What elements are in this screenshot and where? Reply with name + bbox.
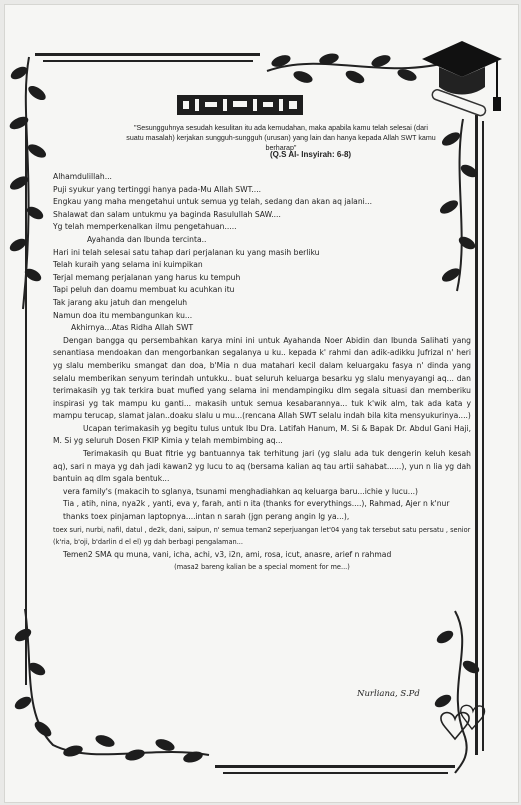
thanks-paragraph: Terimakasih qu Buat fitrie yg bantuannya tak terhitung jari (yg slalu ada tuk dengerin keluh kesah aq), sari n maya yg dah jadi kawan2 yg lucu to aq (bersama kalian aq tau artii sahabat......), yun n lia yg dah bantuin aq dlm sgala bentuk... (53, 449, 471, 484)
text-line: Temen2 SMA qu muna, vani, icha, achi, v3, i2n, ami, rosa, icut, anasre, arief n rahmad (63, 549, 392, 559)
text-line: Tapi peluh dan doamu membuat ku acuhkan itu (53, 285, 235, 295)
quote-reference: (Q.S Al- Insyirah: 6-8) (270, 150, 352, 159)
text-line: Alhamdulillah... (53, 172, 112, 181)
bottom-left-vine-ornament (13, 605, 213, 775)
document-page (4, 4, 519, 803)
text-line: Tia , atih, nina, nya2k , yanti, eva y, farah, anti n ita (thanks for everythings....), Rahmad, Ajer n k'nur thanks toex pinjaman laptopnya....intan n sarah (jgn perang angin lg ya...), (63, 499, 450, 522)
top-left-vine-ornament (9, 53, 49, 313)
dedication-body (53, 171, 471, 574)
quote-text: "Sesungguhnya sesudah kesulitan itu ada kemudahan, maka apabila kamu telah selesai (dari suatu masalah) kerjakan sungguh-sungguh (urusan) yang lain dan hanya kepada Allah SWT kamu berharap" (126, 124, 436, 152)
text-line: Hari ini telah selesai satu tahap dari perjalanan ku yang masih berliku (53, 247, 320, 257)
text-line: Ayahanda dan Ibunda tercinta.. (87, 234, 207, 244)
text-line: (masa2 bareng kalian be a special moment for me...) (174, 563, 350, 572)
text-line: Puji syukur yang tertinggi hanya pada-Mu Allah SWT.... (53, 184, 262, 194)
text-line: Shalawat dan salam untukmu ya baginda Rasulullah SAW.... (53, 209, 281, 219)
dedication-paragraph: Dengan bangga qu persembahkan karya mini ini untuk Ayahanda Noer Abidin dan Ibunda Salihati yang senantiasa mendoakan dan mengorbankan segalanya u ku.. kepada k' rahmi dan adik-adikku Jufrizal n' heri yg slalu memberiku smangat dan doa, b'Mia n dua matahari kecil dalam keluargaku fasya n' dinda yang selalu memberikan senyum terindah untukku.. buat seluruh keluarga besarku yg slalu menyayangi aq... dan terimakasih yg tak terkira buat mufied yang selama ini mendampingiku dlm segala situasi dan memberiku inspirasi yg tak mampu ku ganti... makasih untuk semua kesabarannya... tuk k'wik alm, tak ada kata y mampu terucap, slamat jalan..doaku slalu u mu...(rencana Allah SWT selalu indah bila kita mensyukurinya....) (53, 335, 471, 421)
text-line: Yg telah memperkenalkan ilmu pengetahuan..... (53, 222, 237, 232)
text-line: vera family's (makacih to sglanya, tsunami menghadiahkan aq keluarga baru...ichie y lucu...) (63, 486, 419, 496)
acknowledgement-paragraph: Ucapan terimakasih yg begitu tulus untuk Ibu Dra. Latifah Hanum, M. Si & Bapak Dr. Abdul Gani Haji, M. Si yg seluruh Dosen FKIP Kimia y telah membimbing aq... (53, 423, 471, 446)
hearts-vine-ornament (415, 607, 505, 775)
text-line: Terjal memang perjalanan yang harus ku tempuh (53, 272, 241, 282)
text-line: Tak jarang aku jatuh dan mengeluh (53, 297, 188, 307)
graduation-cap-icon (417, 19, 507, 129)
text-line: Akhirnya...Atas Ridha Allah SWT (71, 323, 194, 333)
top-divider-line (35, 53, 260, 56)
text-line: Engkau yang maha mengetahui untuk semua yg telah, sedang dan akan aq jalani... (53, 197, 372, 207)
text-line: Namun doa itu membangunkan ku... (53, 310, 193, 320)
calligraphy-ornament (175, 91, 305, 119)
text-line: Telah kuraih yang selama ini kuimpikan (53, 260, 203, 270)
text-line: toex suri, nurbi, nafil, datul , de2k, dani, saipun, n' semua teman2 seperjuangan let'04 yang tak tersebut satu persatu , senior (k'ria, b'oji, b'darlin d el el) yg dah berbagi pengalaman... (53, 525, 471, 547)
signature-name: Nurliana, S.Pd (357, 689, 420, 699)
top-divider-line-thin (43, 60, 253, 62)
